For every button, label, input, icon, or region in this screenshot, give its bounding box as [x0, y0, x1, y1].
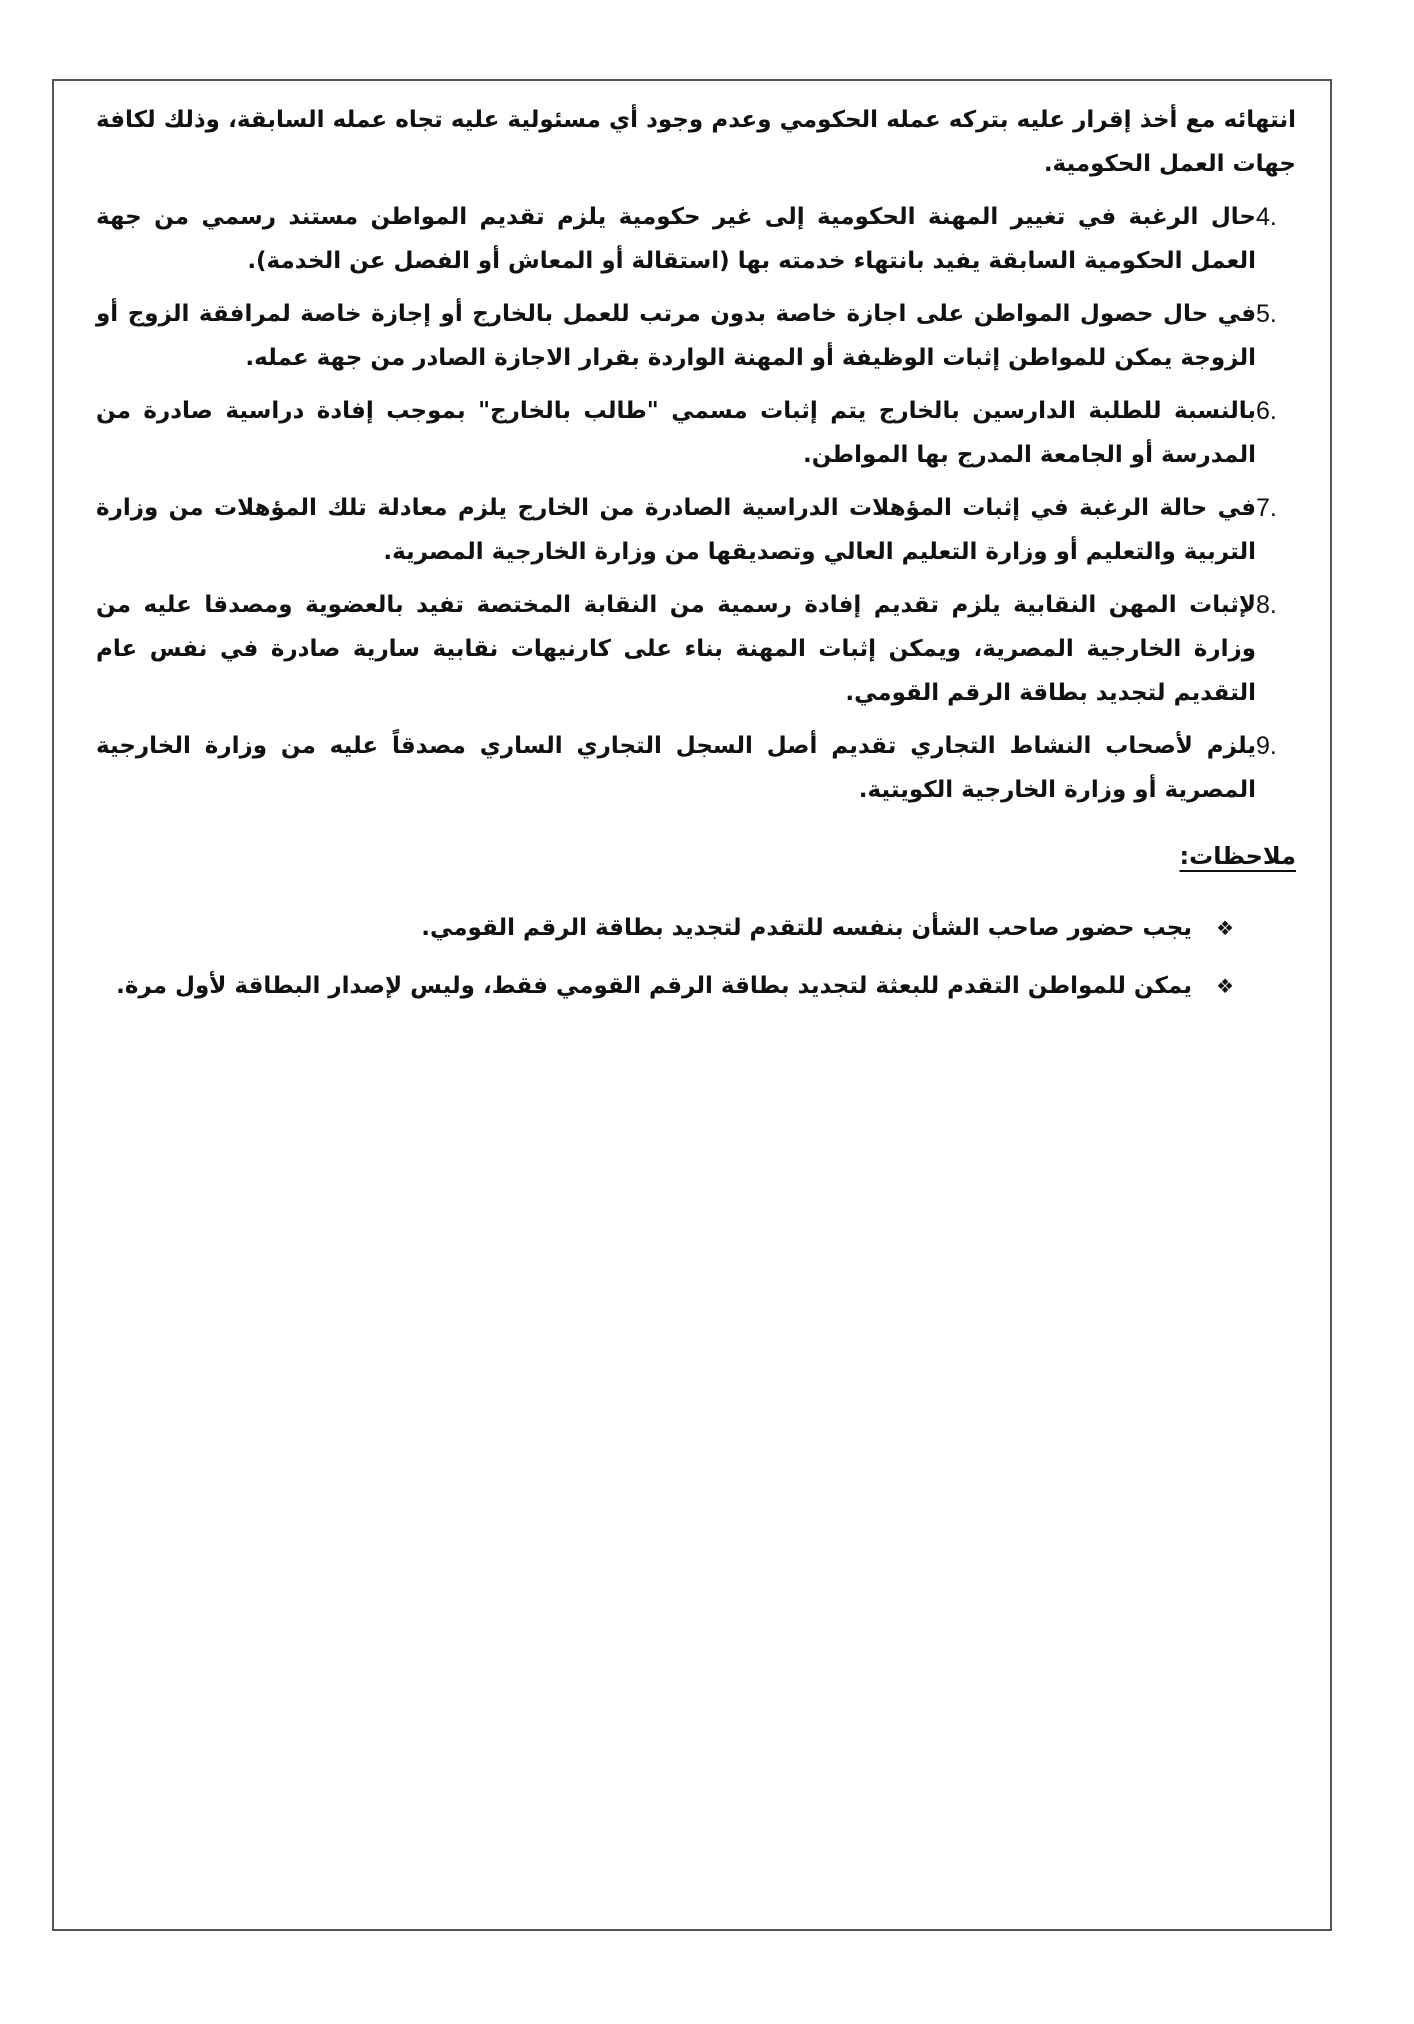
list-item-6: [96, 389, 1296, 477]
diamond-bullet-icon: ❖: [1216, 974, 1234, 998]
list-item-8: [96, 583, 1296, 715]
item-text: بالنسبة للطلبة الدارسين بالخارج يتم إثبات مسمي "طالب بالخارج" بموجب إفادة دراسية صادرة من المدرسة أو الجامعة المدرج بها المواطن.: [96, 398, 1256, 468]
item-number: 8.: [1256, 591, 1277, 619]
item-text: لإثبات المهن النقابية يلزم تقديم إفادة رسمية من النقابة المختصة تفيد بالعضوية ومصدقا عليه من وزارة الخارجية المصرية، ويمكن إثبات المهنة بناء على كارنيهات نقابية سارية صادرة في نفس عام التقديم لتجديد بطاقة الرقم القومي.: [96, 592, 1256, 706]
item-text: في حالة الرغبة في إثبات المؤهلات الدراسية الصادرة من الخارج يلزم معادلة تلك المؤهلات من وزارة التربية والتعليم أو وزارة التعليم العالي وتصديقها من وزارة الخارجية المصرية.: [96, 495, 1256, 565]
item-number: 7.: [1256, 494, 1277, 522]
document-body: [96, 98, 1296, 1022]
item-number: 5.: [1256, 300, 1277, 328]
note-text: يجب حضور صاحب الشأن بنفسه للتقدم لتجديد بطاقة الرقم القومي.: [421, 915, 1192, 941]
list-item-5: [96, 292, 1296, 380]
list-item-4: [96, 195, 1296, 283]
notes-list: [96, 906, 1234, 1008]
diamond-bullet-icon: ❖: [1216, 916, 1234, 940]
item-number: 6.: [1256, 397, 1277, 425]
note-item: [96, 964, 1234, 1008]
continuation-paragraph: انتهائه مع أخذ إقرار عليه بتركه عمله الحكومي وعدم وجود أي مسئولية عليه تجاه عمله السابقة، وذلك لكافة جهات العمل الحكومية.: [96, 107, 1296, 177]
item-text: حال الرغبة في تغيير المهنة الحكومية إلى غير حكومية يلزم تقديم المواطن مستند رسمي من جهة العمل الحكومية السابقة يفيد بانتهاء خدمته بها (استقالة أو المعاش أو الفصل عن الخدمة).: [96, 204, 1256, 274]
item-number: 4.: [1256, 203, 1277, 231]
list-item-7: [96, 486, 1296, 574]
item-number: 9.: [1256, 732, 1277, 760]
item-text: في حال حصول المواطن على اجازة خاصة بدون مرتب للعمل بالخارج أو إجازة خاصة لمرافقة الزوج أو الزوجة يمكن للمواطن إثبات الوظيفة أو المهنة الواردة بقرار الاجازة الصادر من جهة عمله.: [96, 301, 1256, 371]
note-text: يمكن للمواطن التقدم للبعثة لتجديد بطاقة الرقم القومي فقط، وليس لإصدار البطاقة لأول مرة.: [116, 973, 1192, 999]
list-item-9: [96, 724, 1296, 812]
notes-heading: ملاحظات:: [1179, 842, 1296, 870]
item-text: يلزم لأصحاب النشاط التجاري تقديم أصل السجل التجاري الساري مصدقاً عليه من وزارة الخارجية المصرية أو وزارة الخارجية الكويتية.: [96, 733, 1256, 803]
note-item: [96, 906, 1234, 950]
